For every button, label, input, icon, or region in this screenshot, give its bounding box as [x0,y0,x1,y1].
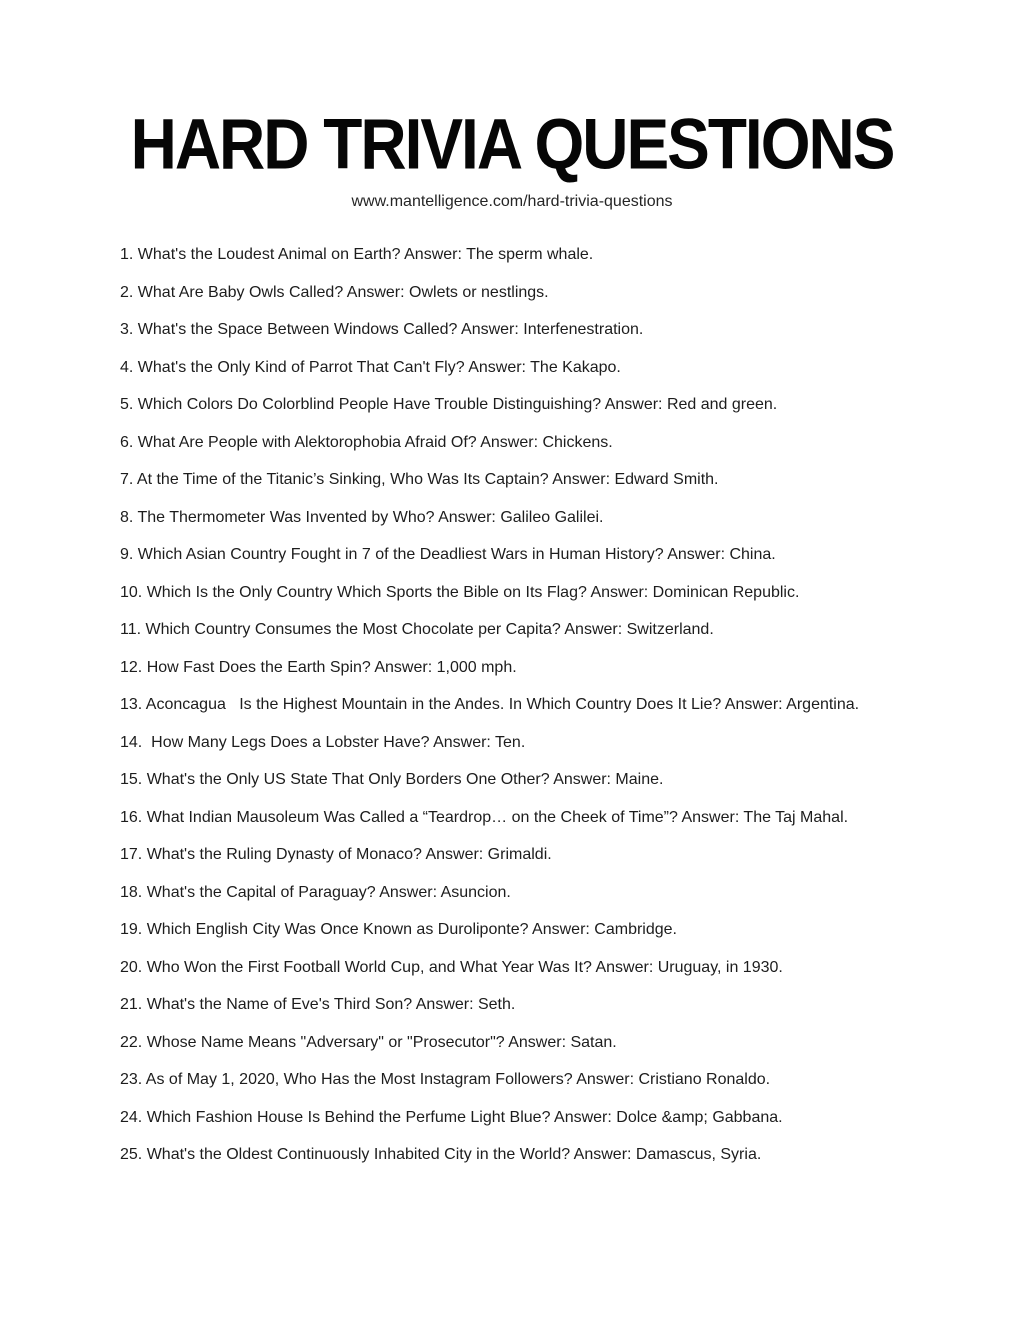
question-item: 24. Which Fashion House Is Behind the Perfume Light Blue? Answer: Dolce &amp; Gabbana. [120,1108,783,1126]
question-item: 25. What's the Oldest Continuously Inhabited City in the World? Answer: Damascus, Syria. [120,1146,762,1163]
question-item: 20. Who Won the First Football World Cup, and What Year Was It? Answer: Uruguay, in 1930. [120,958,783,976]
question-item: 16. What Indian Mausoleum Was Called a “Teardrop… on the Cheek of Time”? Answer: The Taj Mahal. [120,808,849,826]
question-list [0,244,1024,1167]
question-item: 2. What Are Baby Owls Called? Answer: Owlets or nestlings. [120,283,549,301]
question-item: 19. Which English City Was Once Known as Duroliponte? Answer: Cambridge. [120,921,677,938]
question-item: 5. Which Colors Do Colorblind People Have Trouble Distinguishing? Answer: Red and green. [120,396,778,413]
question-item: 12. How Fast Does the Earth Spin? Answer: 1,000 mph. [120,658,517,676]
question-item: 17. What's the Ruling Dynasty of Monaco? Answer: Grimaldi. [120,846,552,863]
question-item: 6. What Are People with Alektorophobia Afraid Of? Answer: Chickens. [120,433,613,451]
question-item: 3. What's the Space Between Windows Called? Answer: Interfenestration. [120,321,644,338]
question-item: 21. What's the Name of Eve's Third Son? Answer: Seth. [120,996,516,1013]
question-item: 13. Aconcagua Is the Highest Mountain in the Andes. In Which Country Does It Lie? Answer: Argentina. [120,696,860,713]
question-item: 18. What's the Capital of Paraguay? Answer: Asuncion. [120,883,511,901]
question-item: 11. Which Country Consumes the Most Chocolate per Capita? Answer: Switzerland. [120,621,714,638]
question-item: 7. At the Time of the Titanic’s Sinking, Who Was Its Captain? Answer: Edward Smith. [120,471,719,488]
question-item: 9. Which Asian Country Fought in 7 of the Deadliest Wars in Human History? Answer: China. [120,546,776,563]
question-item: 14. How Many Legs Does a Lobster Have? Answer: Ten. [120,733,526,751]
question-item: 1. What's the Loudest Animal on Earth? Answer: The sperm whale. [120,246,594,263]
question-item: 10. Which Is the Only Country Which Sports the Bible on Its Flag? Answer: Dominican Republic. [120,583,800,601]
question-item: 4. What's the Only Kind of Parrot That Can't Fly? Answer: The Kakapo. [120,358,621,376]
question-item: 23. As of May 1, 2020, Who Has the Most Instagram Followers? Answer: Cristiano Ronaldo. [120,1071,771,1088]
question-item: 8. The Thermometer Was Invented by Who? Answer: Galileo Galilei. [120,508,604,526]
page-title: HARD TRIVIA QUESTIONS [130,103,894,185]
question-item: 22. Whose Name Means "Adversary" or "Prosecutor"? Answer: Satan. [120,1033,617,1051]
source-url: www.mantelligence.com/hard-trivia-questions [351,193,673,210]
question-item: 15. What's the Only US State That Only Borders One Other? Answer: Maine. [120,771,664,788]
